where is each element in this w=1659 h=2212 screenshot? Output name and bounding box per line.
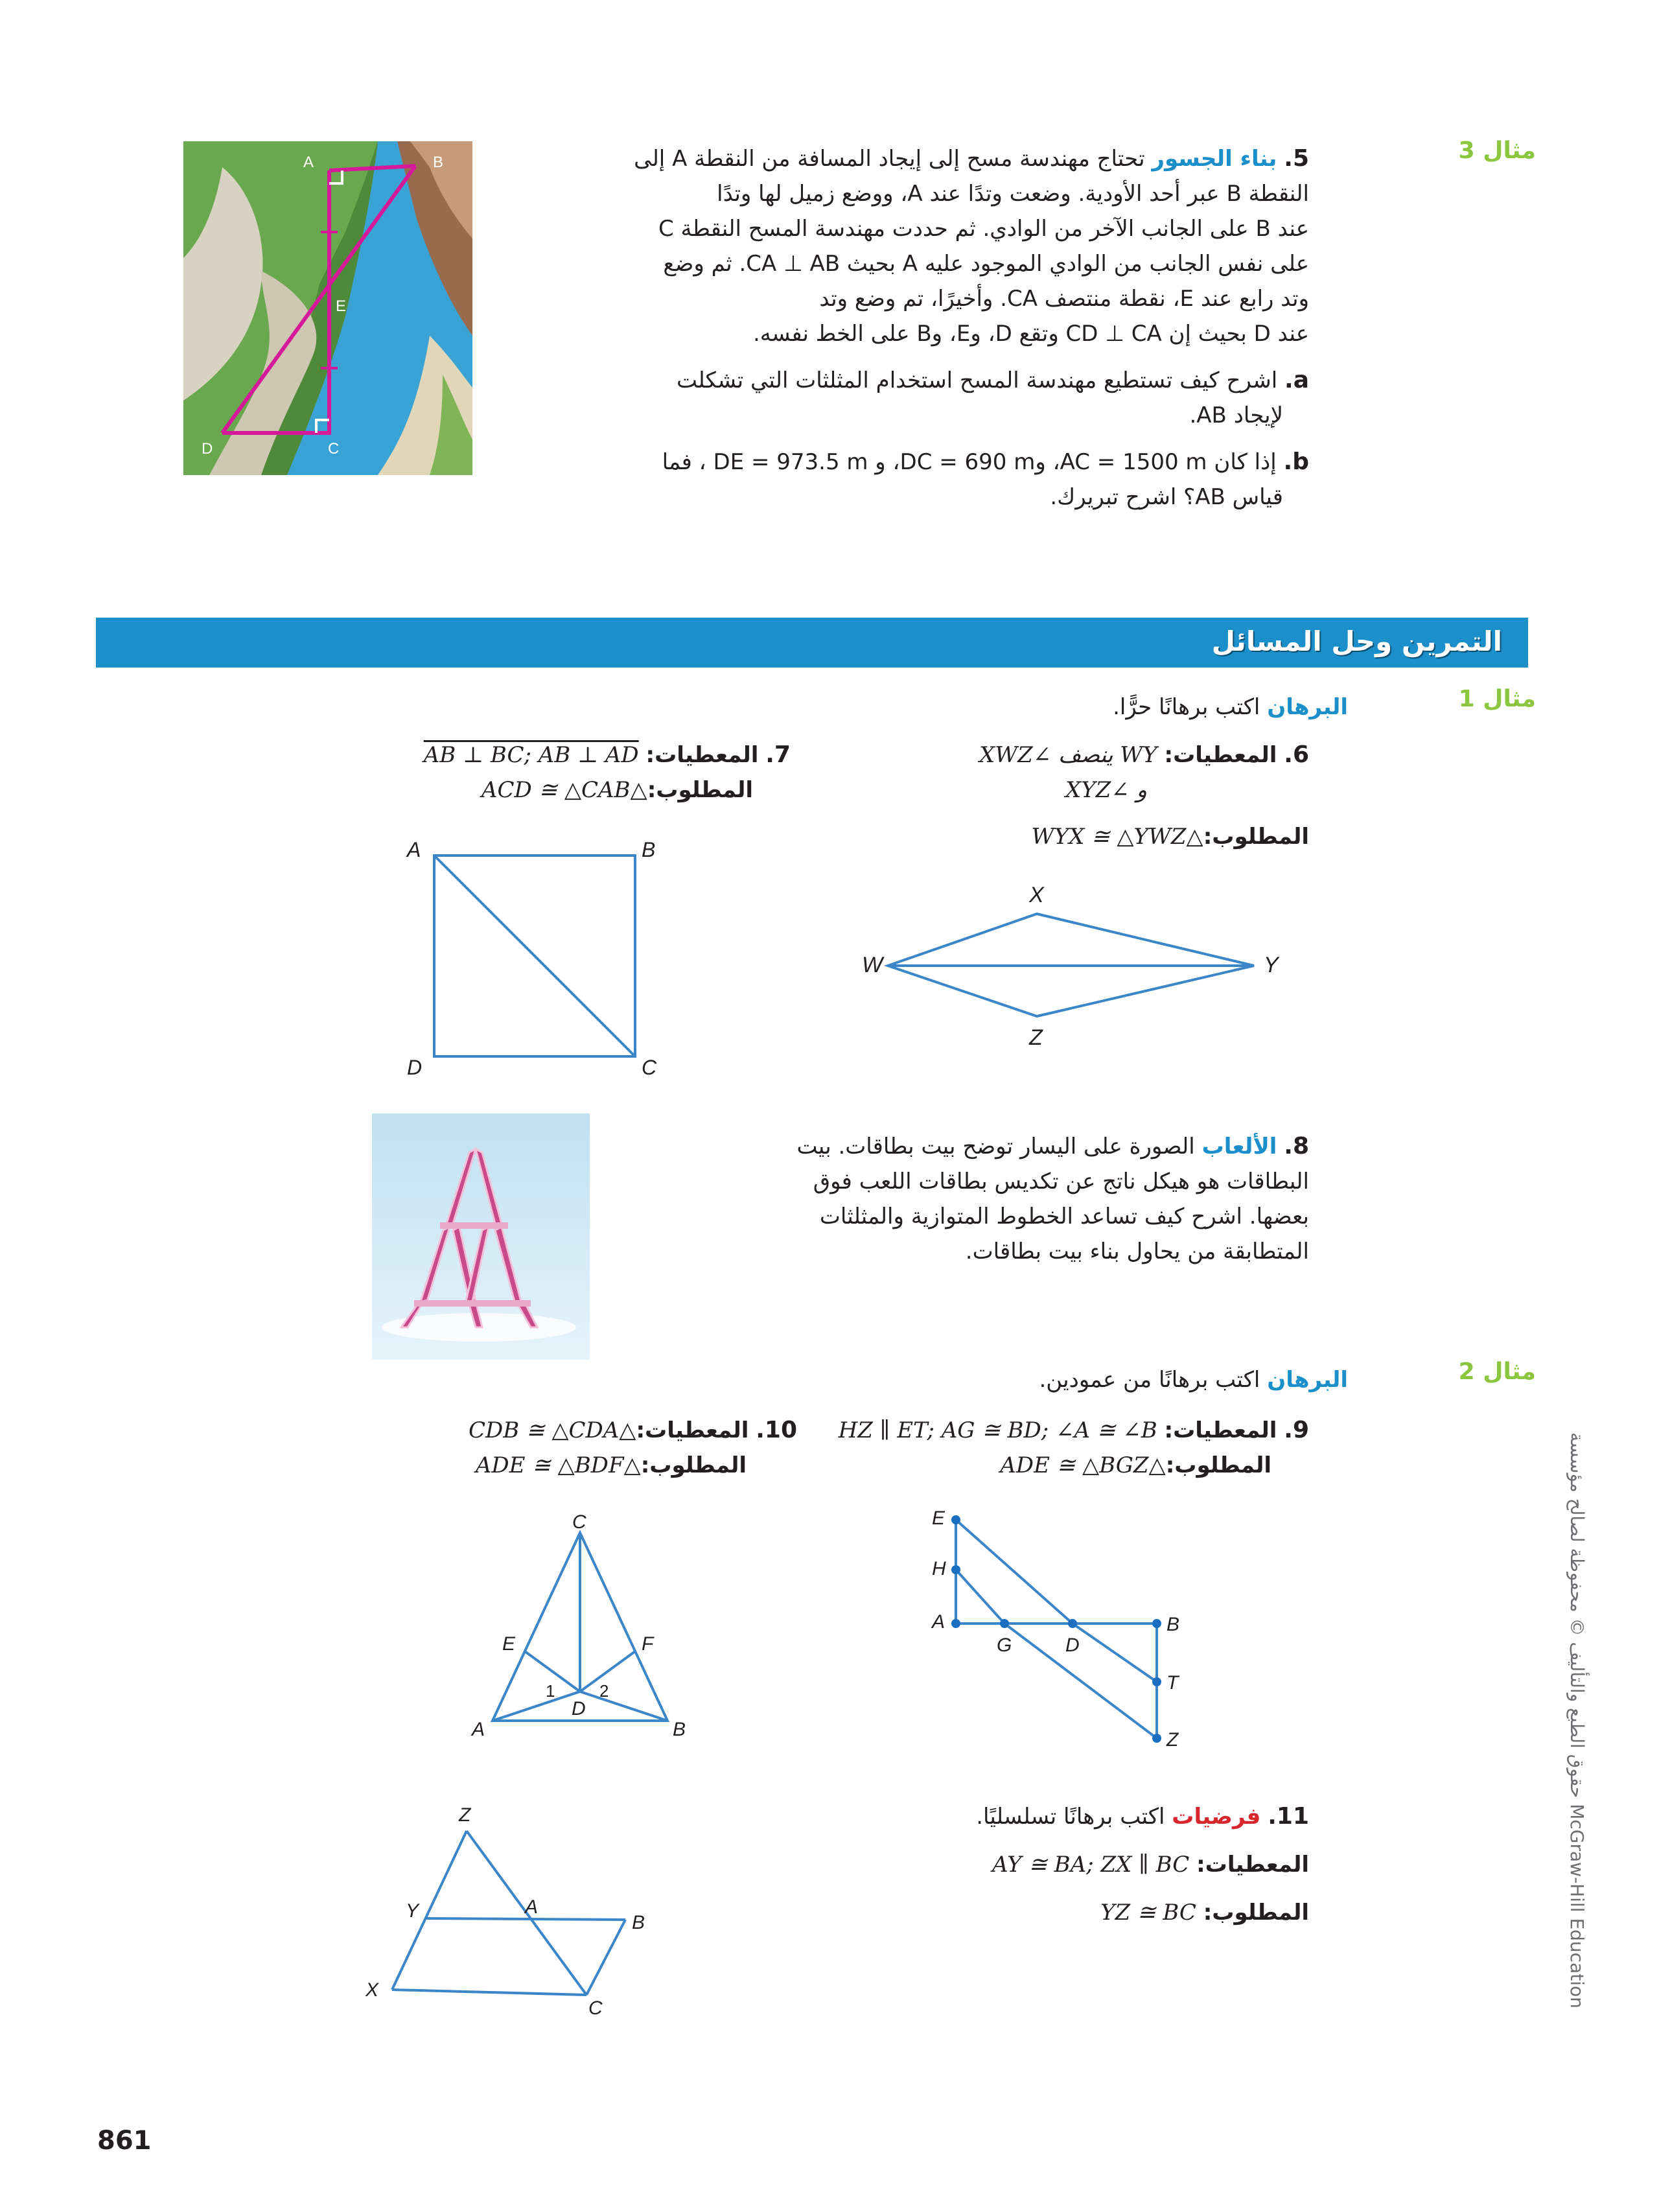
q10-prove: △ADE ≅ △BDF	[475, 1452, 641, 1478]
q11-prove: YZ ≅ BC	[1100, 1900, 1196, 1926]
q11-number: 11.	[1268, 1803, 1309, 1830]
section-bar	[96, 618, 1528, 668]
q6-label-w: W	[862, 953, 883, 977]
q10-label-a: A	[472, 1719, 485, 1740]
q6-given-label: المعطيات:	[1164, 742, 1277, 768]
q10-prove-label: المطلوب:	[640, 1452, 747, 1478]
proof2-instruction	[842, 1362, 1348, 1397]
q8-text	[719, 1129, 1309, 1269]
photo-label-b: B	[433, 154, 444, 171]
q6-text	[842, 738, 1309, 854]
q7-label-c: C	[642, 1056, 657, 1079]
q9-label-a: A	[932, 1611, 946, 1633]
q9-label-e: E	[932, 1508, 946, 1529]
q5-line: عند D بحيث إن CD ⊥ CA وتقع D، وE، وB على الخط نفسه.	[752, 321, 1309, 347]
q7-label-a: A	[407, 838, 421, 861]
q10-angle-1: 1	[546, 1681, 555, 1701]
q11-diagram	[350, 1795, 661, 2029]
q5-number: 5.	[1284, 145, 1309, 172]
q11-topic: فرضيات	[1172, 1804, 1261, 1830]
proof-instruction	[907, 690, 1348, 725]
q10-angle-2: 2	[599, 1681, 609, 1701]
proof-instruction-text: اكتب برهانًا حرًّا.	[1113, 694, 1260, 720]
q8-line: البطاقات هو هيكل ناتج عن تكديس بطاقات اللعب فوق	[813, 1169, 1309, 1194]
q6-given-cont: و ∠XYZ	[1065, 777, 1147, 803]
page-number: 861	[97, 2126, 152, 2156]
section-title: التمرين وحل المسائل	[1211, 625, 1502, 657]
proof2-instruction-text: اكتب برهانًا من عمودين.	[1039, 1367, 1260, 1393]
q7-prove: △ACD ≅ △CAB	[481, 777, 647, 803]
copyright-side	[1562, 1432, 1588, 2080]
q5a-line: لإيجاد AB.	[1189, 402, 1283, 428]
q7-given: AB ⊥ BC; AB ⊥ AD	[423, 742, 639, 768]
q8-line: بعضها. اشرح كيف تساعد الخطوط المتوازية والمثلثات	[819, 1204, 1309, 1229]
q10-label-f: F	[642, 1633, 654, 1655]
q5-line: على نفس الجانب من الوادي الموجود عليه A بحيث CA ⊥ AB. ثم وضع	[663, 251, 1309, 277]
q9-text	[810, 1413, 1309, 1483]
q6-prove-label: المطلوب:	[1203, 824, 1309, 850]
q5-text	[564, 141, 1309, 515]
q5b-line: إذا كان AC = 1500 m، وDC = 690 m، و DE = 973.5 m ، فما	[662, 449, 1277, 475]
canyon-photo	[183, 141, 472, 475]
photo-label-a: A	[303, 154, 314, 171]
q10-given-label: المعطيات:	[636, 1417, 749, 1443]
house-of-cards-illustration	[372, 1113, 590, 1360]
q7-prove-label: المطلوب:	[647, 777, 753, 803]
q5b-label: b.	[1283, 448, 1309, 475]
proof-topic: البرهان	[1267, 694, 1348, 720]
q5a-line: اشرح كيف تستطيع مهندسة المسح استخدام المثلثات التي تشكلت	[677, 367, 1278, 393]
q7-number: 7.	[765, 741, 791, 768]
q6-label-x: X	[1029, 883, 1044, 907]
q9-prove-label: المطلوب:	[1165, 1452, 1271, 1478]
q8-line: الصورة على اليسار توضح بيت بطاقات. بيت	[796, 1134, 1195, 1159]
q5-line: النقطة B عبر أحد الأودية. وضعت وتدًا عند A، ووضع زميل لها وتدًا	[717, 181, 1309, 207]
q11-label-x: X	[365, 1979, 379, 2001]
q9-given-label: المعطيات:	[1164, 1417, 1277, 1443]
q6-diagram	[836, 881, 1290, 1063]
photo-label-c: C	[328, 440, 340, 458]
q11-label-y: Y	[406, 1900, 419, 1922]
q5-line: عند B على الجانب الآخر من الوادي. ثم حددت مهندسة المسح النقطة C	[658, 216, 1309, 242]
example-1-tag: مثال 1	[1458, 686, 1536, 712]
q5b-line: قياس AB؟ اشرح تبريرك.	[1050, 484, 1283, 510]
q11-label-z: Z	[459, 1804, 471, 1826]
q7-given-label: المعطيات:	[645, 742, 759, 768]
q10-diagram	[467, 1510, 719, 1750]
q5-line: تحتاج مهندسة مسح إلى إيجاد المسافة من النقطة A إلى	[634, 146, 1145, 172]
q7-label-d: D	[407, 1056, 423, 1079]
q5-line: وتد رابع عند E، نقطة منتصف CA. وأخيرًا، تم وضع وتد	[819, 286, 1309, 312]
q5-topic: بناء الجسور	[1152, 146, 1277, 172]
example-2-tag: مثال 2	[1458, 1358, 1536, 1385]
q9-label-g: G	[997, 1635, 1012, 1656]
q11-prove-label: المطلوب:	[1203, 1900, 1309, 1926]
q9-label-z: Z	[1166, 1729, 1179, 1751]
q8-topic: الألعاب	[1201, 1134, 1277, 1159]
q11-label-c: C	[588, 1997, 603, 2019]
q11-given: AY ≅ BA; ZX ∥ BC	[992, 1852, 1190, 1878]
q7-diagram	[389, 830, 687, 1082]
canyon-illustration	[183, 141, 472, 475]
q9-label-t: T	[1166, 1672, 1179, 1694]
q9-diagram	[914, 1497, 1205, 1756]
q10-label-c: C	[572, 1511, 586, 1533]
q11-instruction: اكتب برهانًا تسلسليًا.	[976, 1804, 1165, 1830]
q9-prove: △ADE ≅ △BGZ	[1000, 1452, 1166, 1478]
q6-prove: △WYX ≅ △YWZ	[1031, 824, 1203, 850]
q10-given: △CDB ≅ △CDA	[468, 1417, 636, 1443]
q11-text	[907, 1799, 1309, 1930]
photo-label-e: E	[336, 297, 347, 315]
example-3-tag: مثال 3	[1458, 137, 1536, 164]
q6-number: 6.	[1284, 741, 1309, 768]
q10-number: 10.	[756, 1417, 797, 1443]
q9-label-h: H	[932, 1558, 946, 1579]
q10-label-b: B	[673, 1719, 686, 1740]
q9-given: HZ ∥ ET; AG ≅ BD; ∠A ≅ ∠B	[838, 1417, 1157, 1443]
q11-label-a: A	[525, 1896, 539, 1918]
q7-label-b: B	[642, 838, 656, 861]
proof2-topic: البرهان	[1267, 1367, 1348, 1393]
copyright-text: حقوق الطبع والتأليف © محفوظة لصالح مؤسسة McGraw-Hill Education	[1566, 1432, 1588, 2008]
q11-label-b: B	[632, 1912, 645, 1933]
q6-label-y: Y	[1264, 953, 1279, 977]
q8-line: المتطابقة من يحاول بناء بيت بطاقات.	[965, 1239, 1309, 1264]
q9-number: 9.	[1284, 1417, 1309, 1443]
q9-label-d: D	[1065, 1635, 1080, 1656]
q10-text	[337, 1413, 797, 1483]
photo-label-d: D	[202, 440, 213, 458]
q8-number: 8.	[1284, 1133, 1309, 1159]
q10-label-e: E	[502, 1633, 516, 1655]
q5a-label: a.	[1284, 367, 1309, 393]
house-of-cards-photo	[372, 1113, 590, 1360]
q10-label-d: D	[572, 1698, 586, 1719]
q7-text	[337, 738, 791, 808]
q6-label-z: Z	[1029, 1025, 1043, 1050]
q11-given-label: المعطيات:	[1196, 1852, 1309, 1878]
q6-given: WY ينصف ∠XWZ	[979, 742, 1157, 768]
q9-label-b: B	[1166, 1614, 1180, 1635]
